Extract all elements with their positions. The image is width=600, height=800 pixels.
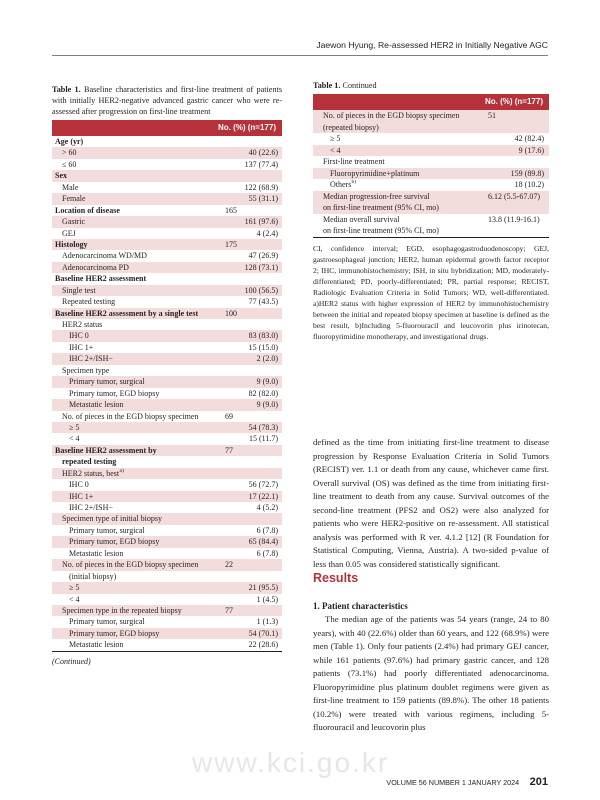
row-value: 161 (97.6) (244, 217, 278, 227)
row-label-continuation: (repeated biopsy) (323, 122, 379, 132)
table-row (52, 376, 282, 387)
table-row (52, 319, 282, 330)
table-bottom-rule (52, 651, 282, 652)
table-row (52, 353, 282, 364)
footnote-marker: b) (351, 179, 357, 185)
row-value: 77 (225, 605, 233, 615)
table-row (52, 628, 282, 639)
table-row (52, 159, 282, 170)
table-row (52, 365, 282, 376)
footnote-marker: a) (119, 467, 124, 474)
row-value: 69 (225, 411, 233, 421)
table-row (52, 411, 282, 422)
table-row (52, 559, 282, 570)
table-row (52, 582, 282, 593)
table-row (52, 536, 282, 547)
row-value: 175 (225, 239, 237, 249)
row-value: 54 (70.1) (248, 628, 278, 638)
table-row (52, 147, 282, 158)
row-value: 165 (225, 205, 237, 215)
row-value: 122 (68.9) (244, 182, 278, 192)
row-value: 18 (10.2) (514, 180, 544, 189)
row-label: No. of pieces in the EGD biopsy specimen (323, 111, 460, 120)
row-value: 1 (1.3) (256, 617, 278, 627)
row-label: Metastatic lesion (69, 400, 124, 410)
row-value: 83 (83.0) (248, 331, 278, 341)
row-label: Primary tumor, EGD biopsy (69, 628, 160, 638)
row-label: Metastatic lesion (69, 548, 124, 558)
row-label: Primary tumor, surgical (69, 525, 145, 535)
table-row (52, 525, 282, 536)
row-label: Primary tumor, EGD biopsy (69, 388, 160, 398)
table-continued-column-header: No. (%) (n=177) (313, 94, 549, 110)
row-value: 21 (95.5) (248, 583, 278, 593)
table-row (52, 193, 282, 204)
table-row (313, 191, 549, 214)
row-label: Histology (55, 239, 88, 249)
row-label: (initial biopsy) (69, 571, 117, 581)
row-label: IHC 1+ (69, 491, 94, 501)
table-row (52, 228, 282, 239)
row-label: Baseline HER2 assessment (55, 274, 147, 284)
table-row (52, 205, 282, 216)
continued-note: (Continued) (52, 656, 91, 666)
table-continued-label: Table 1. (313, 81, 341, 90)
row-value: 1 (4.5) (256, 594, 278, 604)
table-row (52, 308, 282, 319)
methods-paragraph: defined as the time from initiating first-line treatment to disease progression by Response Evaluation Criteria in Solid Tumors (RECIST) ver. 1.1 or death from any cause, whichever came first. Overall survival (OS) was defined as the time from initiating first-line treatment to death from any cause. Survival outcomes of the second-line treatment (PFS2 and OS2) were also analyzed for patients who were HER2-positive on re-assessment. All statistical analysis was performed with R ver. 4.1.2 [12] (R Foundation for Statistical Computing, Vienna, Austria). A two-sided p-value of less than 0.05 was considered statistically significant. (313, 437, 549, 569)
table-row (313, 168, 549, 180)
row-value: 100 (56.5) (244, 285, 278, 295)
row-label: IHC 1+ (69, 342, 94, 352)
table-row (52, 433, 282, 444)
row-label: Primary tumor, surgical (69, 617, 145, 627)
row-label: Others (330, 180, 352, 189)
header-rule (52, 55, 548, 56)
table-row (313, 156, 549, 168)
row-label: IHC 0 (69, 480, 89, 490)
table-row (52, 445, 282, 456)
row-label: Metastatic lesion (69, 640, 124, 650)
table-row (52, 422, 282, 433)
table-row (52, 216, 282, 227)
row-value: 9 (9.0) (256, 377, 278, 387)
table-row (313, 133, 549, 145)
row-value: 54 (78.3) (248, 422, 278, 432)
row-label: Male (62, 182, 79, 192)
table-row (52, 502, 282, 513)
row-label: Fluoropyrimidine+platinum (330, 168, 420, 178)
table-row (52, 296, 282, 307)
row-value: 77 (225, 445, 233, 455)
row-label: Primary tumor, surgical (69, 377, 145, 387)
row-label: IHC 2+/ISH− (69, 354, 113, 364)
row-label: Female (62, 194, 86, 204)
table-row (52, 639, 282, 650)
table-caption (52, 84, 282, 117)
table-row (52, 182, 282, 193)
table-row (52, 170, 282, 181)
table-continued-text: Continued (342, 81, 377, 90)
table-row (52, 250, 282, 261)
row-label: Baseline HER2 assessment by a single test (55, 308, 199, 318)
row-value: 2 (2.0) (256, 354, 278, 364)
row-value: 56 (72.7) (248, 480, 278, 490)
page-footer (386, 772, 548, 790)
table-row (313, 110, 549, 133)
table-row (52, 548, 282, 559)
table-label: Table 1. (52, 85, 81, 94)
row-value: 22 (28.6) (248, 640, 278, 650)
results-heading: Results (313, 571, 359, 585)
row-label: Median overall survival (323, 214, 400, 224)
row-label: Specimen type of initial biopsy (62, 514, 162, 524)
row-value: 82 (82.0) (248, 388, 278, 398)
table-1 (52, 84, 282, 666)
row-value: 9 (9.0) (256, 400, 278, 410)
table-row (52, 594, 282, 605)
row-label: First-line treatment (323, 157, 385, 166)
row-label: Primary tumor, EGD biopsy (69, 537, 160, 547)
table-row (52, 468, 282, 479)
table-row (52, 605, 282, 616)
row-value: 77 (43.5) (248, 297, 278, 307)
table-continued-body (313, 110, 549, 237)
row-label-continuation: on first-line treatment (95% CI, mo) (323, 203, 439, 212)
row-value: 15 (15.0) (248, 342, 278, 352)
table-row (52, 616, 282, 627)
row-label: IHC 0 (69, 331, 89, 341)
table-continued-title (313, 80, 549, 91)
table-row (52, 342, 282, 353)
row-label-continuation: on first-line treatment (95% CI, mo) (323, 226, 439, 235)
row-label: ≤ 60 (62, 159, 77, 169)
row-label: HER2 status, best (62, 468, 120, 478)
row-value: 6 (7.8) (256, 548, 278, 558)
row-label: Location of disease (55, 205, 120, 215)
table-row (52, 136, 282, 147)
row-label: Specimen type in the repeated biopsy (62, 605, 182, 615)
table-row (313, 179, 549, 191)
row-label: < 4 (330, 145, 341, 155)
row-value: 128 (73.1) (244, 262, 278, 272)
watermark: www.kci.go.kr (192, 747, 390, 778)
table-1-continued (313, 80, 549, 342)
row-label: ≥ 5 (330, 134, 341, 143)
row-label: repeated testing (62, 457, 117, 467)
row-value: 65 (84.4) (248, 537, 278, 547)
table-row (52, 456, 282, 467)
table-row (52, 262, 282, 273)
row-value: 17 (22.1) (248, 491, 278, 501)
row-label: Specimen type (62, 365, 110, 375)
row-value: 4 (2.4) (256, 228, 278, 238)
table-row (52, 491, 282, 502)
table-row (52, 239, 282, 250)
row-value: 42 (82.4) (514, 134, 544, 143)
row-label: Adenocarcinoma WD/MD (62, 251, 147, 261)
row-label: Age (yr) (55, 137, 84, 146)
row-value: 47 (26.9) (248, 251, 278, 261)
row-value: 159 (89.8) (510, 168, 544, 178)
table-row (52, 571, 282, 582)
row-label: No. of pieces in the EGD biopsy specimen (62, 560, 199, 570)
row-value: 6 (7.8) (256, 525, 278, 535)
row-label: > 60 (62, 148, 77, 158)
row-label: No. of pieces in the EGD biopsy specimen (62, 411, 199, 421)
row-value: 55 (31.1) (248, 194, 278, 204)
row-label: < 4 (69, 594, 80, 604)
table-row (52, 330, 282, 341)
row-label: < 4 (69, 434, 80, 444)
row-value: 9 (17.6) (518, 145, 544, 155)
table-row (313, 145, 549, 157)
row-label: ≥ 5 (69, 422, 80, 432)
row-value: 137 (77.4) (244, 159, 278, 169)
row-label: GEJ (62, 228, 76, 238)
row-value: 22 (225, 560, 233, 570)
journal-issue: VOLUME 56 NUMBER 1 JANUARY 2024 (386, 778, 520, 787)
row-value: 13.8 (11.9-16.1) (488, 214, 540, 224)
table-row (52, 479, 282, 490)
table-row (313, 214, 549, 237)
row-label: Single test (62, 285, 96, 295)
row-label: IHC 2+/ISH− (69, 503, 113, 512)
row-label: Gastric (62, 217, 86, 227)
table-row (52, 285, 282, 296)
row-label: HER2 status (62, 320, 103, 329)
row-value: 6.12 (5.5-67.07) (488, 191, 540, 201)
row-value: 4 (5.2) (256, 503, 278, 512)
patient-characteristics-heading: 1. Patient characteristics (313, 601, 408, 611)
table-body (52, 136, 282, 651)
table-continued-bottom-rule (313, 237, 549, 238)
row-label: Repeated testing (62, 297, 116, 307)
row-label: Adenocarcinoma PD (62, 262, 129, 272)
row-value: 15 (11.7) (248, 434, 278, 444)
row-label: Median progression-free survival (323, 191, 430, 201)
table-footnote: CI, confidence interval; EGD, esophagogastroduodenoscopy; GEJ, gastroesophageal junction; HER2, human epidermal growth factor receptor 2; IHC, immunohistochemistry; ISH, in situ hybridization; MD, moderately-differentiated; PD, poorly-differentiated; PR, partial response; RECIST, Radiologic Evaluation Criteria in Solid Tumors; WD, well-differentiated. a)HER2 status with higher expression of HER2 by immunohistochemistry between the initial and repeated biopsy specimen at baseline is defined as the best result, b)Including 5-fluorouracil and leucovorin plus irinotecan, fluoropyrimidine monotherapy, and investigational drugs. (313, 243, 549, 341)
row-value: 51 (488, 111, 496, 120)
row-label: ≥ 5 (69, 583, 80, 593)
page-number: 201 (529, 776, 548, 788)
table-column-header: No. (%) (n=177) (52, 120, 282, 136)
table-row (52, 388, 282, 399)
table-row (52, 513, 282, 524)
row-value: 40 (22.6) (248, 148, 278, 158)
results-paragraph: The median age of the patients was 54 years (range, 24 to 80 years), with 40 (22.6%) older than 60 years, and 122 (68.9%) were men (Table 1). Only four patients (2.4%) had primary GEJ cancer, while 161 patients (97.6%) had primary gastric cancer, and 128 patients (73.1%) had poorly differentiated adenocarcinoma. Fluoropyrimidine plus platinum doublet regimens were given as first-line treatment to 159 patients (89.8%). The other 18 patients (10.2%) were treated with various regimens, including 5-fluorouracil and leucovorin plus (313, 614, 549, 732)
table-row (52, 273, 282, 284)
row-value: 100 (225, 308, 237, 318)
running-title: Jaewon Hyung, Re-assessed HER2 in Initially Negative AGC (316, 40, 548, 50)
table-row (52, 399, 282, 410)
row-label: Sex (55, 171, 67, 181)
table-caption-text: Baseline characteristics and first-line treatment of patients with initially HER2-negative advanced gastric cancer who were re-assessed after progression on first-line treatment (52, 85, 282, 116)
row-label: Baseline HER2 assessment by (55, 445, 157, 455)
